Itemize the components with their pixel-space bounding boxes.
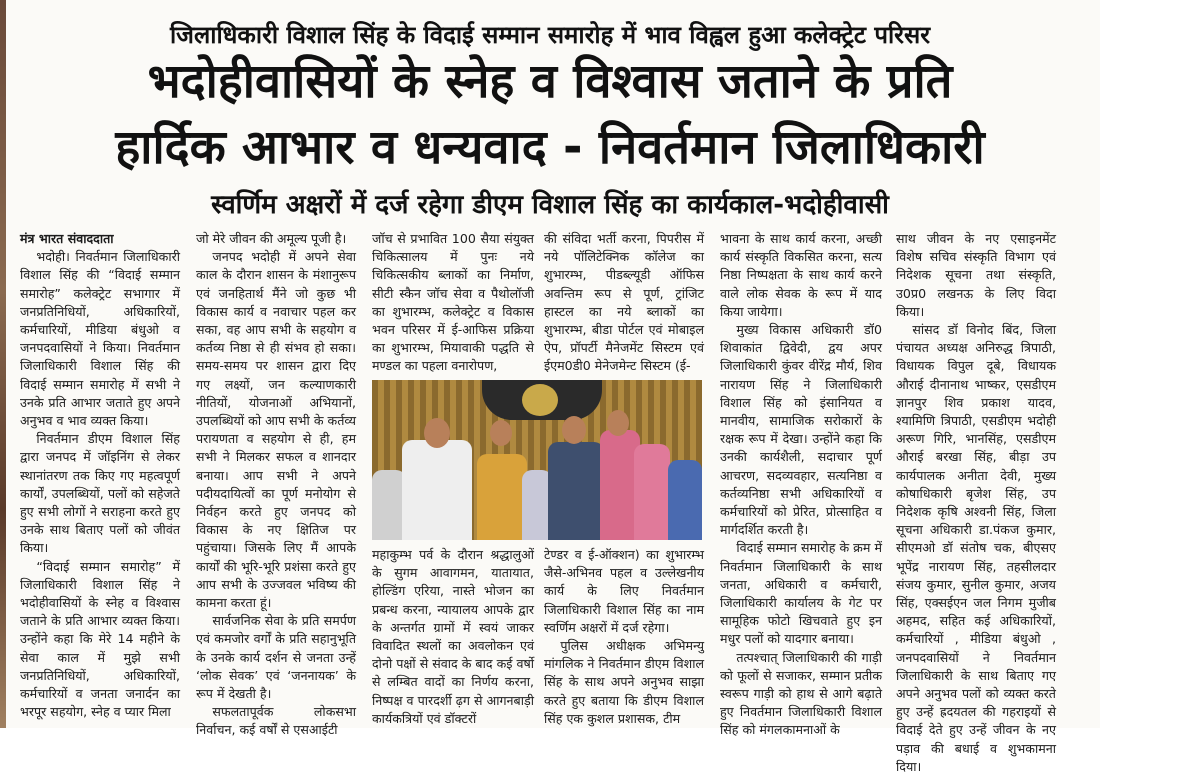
photo-person xyxy=(634,444,670,540)
article-column-3-bottom xyxy=(372,546,534,728)
article-column-1 xyxy=(20,230,180,728)
photo-person-head xyxy=(562,416,586,444)
photo-person xyxy=(477,454,527,540)
photo-person xyxy=(372,470,406,540)
headline-line-2: हार्दिक आभार व धन्यवाद - निवर्तमान जिलाधिकारी xyxy=(115,120,985,175)
paragraph: सफलतापूर्वक लोकसभा निर्वाचन, कई वर्षों से एसआईटी xyxy=(196,704,356,738)
article-column-4-top xyxy=(544,230,704,376)
kicker-headline: जिलाधिकारी विशाल सिंह के विदाई सम्मान समारोह में भाव विह्वल हुआ कलेक्ट्रेट परिसर xyxy=(169,21,931,49)
group-photo xyxy=(372,380,702,540)
paragraph: भावना के साथ कार्य करना, अच्छी कार्य संस्कृति विकसित करना, सत्य निष्ठा निष्पक्षता के साथ कार्य करने वाले लोक सेवक के रूप में याद किया जायेगा। xyxy=(720,231,882,319)
article-column-3-top xyxy=(372,230,534,376)
paragraph: पुलिस अधीक्षक अभिमन्यु मांगलिक ने निवर्तमान डीएम विशाल सिंह के साथ अपने अनुभव साझा करते हुए बताया कि डीएम विशाल सिंह एक कुशल प्रशासक, टीम xyxy=(544,638,704,726)
paragraph: सार्वजनिक सेवा के प्रति समर्पण एवं कमजोर वर्गों के प्रति सहानुभूति के उनके कार्य दर्शन से जनता उन्हें ‘लोक सेवक’ एवं ‘जननायक’ के रूप में देखती है। xyxy=(196,613,356,702)
emblem-icon xyxy=(522,384,558,416)
article-column-4-bottom xyxy=(544,546,704,728)
photo-person-head xyxy=(490,420,512,446)
photo-person-head xyxy=(424,418,450,448)
paragraph: महाकुम्भ पर्व के दौरान श्रद्धालुओं के सुगम आवागमन, यातायात, होल्डिंग एरिया, नास्ते भोजन का प्रबन्ध करना, न्यायालय आपके द्वार के अन्तर्गत ग्रामों में स्वयं जाकर विवादित स्थलों का अवलोकन एवं दोनो पक्षों से संवाद के बाद कई वर्षो से लम्बित वादों का निर्णय करना, निष्पक्ष व पारदर्शी ढ़ग से आगनबाड़ी कार्यकत्रियों एवं डॉक्टरों xyxy=(372,547,534,726)
paragraph: भदोही। निवर्तमान जिलाधिकारी विशाल सिंह की “विदाई सम्मान समारोह” कलेक्ट्रेट सभागार में जनप्रतिनिधियों, अधिकारियों, कर्मचारियों, मीडिया बंधुओ व जनपदवासियों ने किया। निवर्तमान जिलाधिकारी विशाल सिंह की विदाई सम्मान समारोह में सभी ने उनके प्रति आभार जताते हुए अपने अनुभव व भाव व्यक्त किया। xyxy=(20,249,180,429)
paragraph: जनपद भदोही में अपने सेवा काल के दौरान शासन के मंशानुरूप एवं जनहितार्थ मैंने जो कुछ भी विकास कार्य व नवाचार पहल कर सका, वह आप सभी के सहयोग व कर्तव्य निष्ठा से ही संभव हो सका। समय-समय पर शासन द्वारा दिए गए लक्ष्यों, जन कल्याणकारी नीतियों, योजनाओं अभियानों, उपलब्धियों को आप सभी के कर्तव्य परायणता व सहयोग से ही, हम सभी ने मिलकर सफल व शानदार बनाया। आप सभी ने अपने पदीयदायित्वों का पूर्ण मनोयोग से निर्वहन करते हुए जनपद को विकास के नए क्षितिज पर पहुंचाया। जिसके लिए मैं आपके कार्यों की भूरि-भूरि प्रशंसा करते हुए आप सभी के उज्जवल भविष्य की कामना करता हूं। xyxy=(196,249,356,611)
photo-person xyxy=(668,460,702,540)
photo-person-head xyxy=(607,410,629,436)
paragraph: टेण्डर व ई-ऑक्शन) का शुभारम्भ जैसे-अभिनव पहल व उल्लेखनीय कार्य के लिए निवर्तमान जिलाधिकारी विशाल सिंह का नाम स्वर्णिम अक्षरों में दर्ज रहेगा। xyxy=(544,547,704,635)
byline: मंत्र भारत संवाददाता xyxy=(20,231,114,246)
right-margin xyxy=(1100,0,1200,728)
sub-headline: स्वर्णिम अक्षरों में दर्ज रहेगा डीएम विशाल सिंह का कार्यकाल-भदोहीवासी xyxy=(211,190,889,220)
paragraph: निवर्तमान डीएम विशाल सिंह द्वारा जनपद में जॉइनिंग से लेकर स्थानांतरण तक किए गए महत्वपूर्ण कार्यों, उपलब्धियों, पलों को सहेजते हुए सभी लोगों ने सराहना करते हुए उनके साथ बिताए पलों को जीवंत किया। xyxy=(20,431,180,556)
paragraph: तत्पश्चात् जिलाधिकारी की गाड़ी को फूलों से सजाकर, सम्मान प्रतीक स्वरूप गाड़ी को हाथ से आगे बढ़ाते हुए निवर्तमान जिलाधिकारी विशाल सिंह को मंगलकामनाओं के xyxy=(720,649,882,738)
paragraph: साथ जीवन के नए एसाइनमेंट विशेष सचिव संस्कृति विभाग एवं निदेशक सूचना तथा संस्कृति, उ0प्र0 लखनऊ के लिए विदा किया। xyxy=(896,231,1056,319)
headline-line-1: भदोहीवासियों के स्नेह व विश्वास जताने के प्रति xyxy=(147,54,953,109)
paragraph: “विदाई सम्मान समारोह” में जिलाधिकारी विशाल सिंह ने भदोहीवासियों के स्नेह व विश्वास जताने के प्रति आभार व्यक्त किया। उन्होंने कहा कि मेरे 14 महीने के सेवा काल में मुझे सभी जनप्रतिनिधियों, अधिकारियों, कर्मचारियों व जनता जनार्दन का भरपूर सहयोग, स्नेह व प्यार मिला xyxy=(20,558,180,720)
paragraph: मुख्य विकास अधिकारी डॉ0 शिवाकांत द्विवेदी, द्वय अपर जिलाधिकारी कुंवर वीरेंद्र मौर्य, शिव नारायण सिंह ने जिलाधिकारी विशाल सिंह को इंसानियत व मानवीय, सामाजिक सरोकारों के रक्षक रूप में देखा। उन्होंने कहा कि उनकी कार्यशैली, सदाचार पूर्ण आचरण, सदव्यवहार, सत्यनिष्ठा व कर्तव्यनिष्ठा सभी अधिकारियों व कर्मचारियों को प्रेरित, प्रोत्साहित व मार्गदर्शित करती है। xyxy=(720,322,882,538)
article-column-2 xyxy=(196,230,356,738)
paragraph: सांसद डॉ विनोद बिंद, जिला पंचायत अध्यक्ष अनिरुद्ध त्रिपाठी, विधायक विपुल दूबे, विधायक औराई दीनानाथ भाष्कर, एसडीएम ज्ञानपुर शिव प्रकाश यादव, श्यामिणि त्रिपाठी, एसडीएम भदोही अरूण गिरि, भानसिंह, एसडीएम औराई बरखा सिंह, बीड़ा उप कार्यपालक अनीता देवी, मुख्य कोषाधिकारी बृजेश सिंह, उप निदेशक कृषि अश्वनी सिंह, जिला सूचना अधिकारी डा.पंकज कुमार, सीएमओ डॉ संतोष चक, बीएसए भूपेंद्र नारायण सिंह, तहसीलदार संजय कुमार, सुनील कुमार, अजय सिंह, एक्सईएन जल निगम मुजीब अहमद, सहित कई अधिकारियों, कर्मचारियों , मीडिया बंधुओ , जनपदवासियों ने निवर्तमान जिलाधिकारी के साथ बिताए गए अपने अनुभव पलों को व्यक्त करते हुए उन्हें ह्रदयतल की गहराइयों से विदाई देते हुए उन्हें जीवन के नए पड़ाव की बधाई व शुभकामना दिया। xyxy=(896,322,1056,774)
article-column-6 xyxy=(896,230,1056,774)
paragraph: जॉच से प्रभावित 100 सैया संयुक्त चिकित्सालय में पुनः नये चिकित्सकीय ब्लाकों का निर्माण, सीटी स्कैन जॉच सेवा व पैथोलॉजी का शुभारम्भ, कलेक्ट्रेट व विकास भवन परिसर में ई-आफिस प्रक्रिया का शुभारम्भ, मियावाकी पद्धति से मण्डल का पहला वनारोपण, xyxy=(372,231,534,374)
article-column-5 xyxy=(720,230,882,738)
paragraph: जो मेरे जीवन की अमूल्य पूजी है। xyxy=(196,231,347,246)
photo-person xyxy=(402,440,472,540)
paragraph: विदाई सम्मान समारोह के क्रम में निवर्तमान जिलाधिकारी के साथ जनता, अधिकारी व कर्मचारी, जिलाधिकारी कार्यालय के गेट पर सामूहिक फोटो खिचवाते हुए इन मधुर पलों को यादगार बनाया। xyxy=(720,540,882,647)
paragraph: की संविदा भर्ती करना, पिपरीस में नये पॉलिटेक्निक कॉलेज का शुभारम्भ, पीडब्ल्यूडी ऑफिस अवन्तिम रूप से पूर्ण, ट्रांजिट हास्टल का नये ब्लाकों का शुभारम्भ, बीडा पोर्टल एवं मोबाइल ऐप, प्रॉपर्टी मैनेजमेंट सिस्टम एवं ईएम0डी0 मेनेजमेन्ट सिस्टम (ई- xyxy=(544,231,704,374)
photo-person xyxy=(548,442,604,540)
